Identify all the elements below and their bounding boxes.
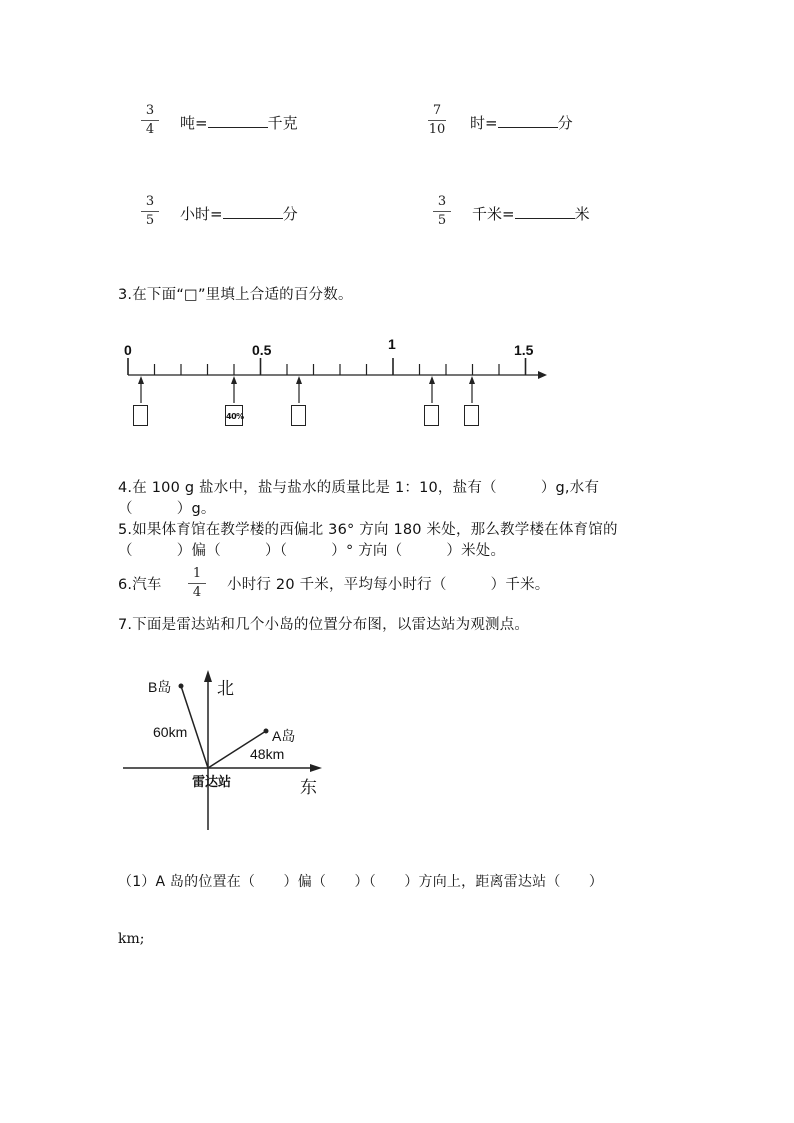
tick-label-1: 1 [388, 336, 396, 352]
percent-example-box: 40% [225, 405, 243, 426]
a-distance-label: 48km [250, 746, 285, 762]
conversion-km-to-m: 千米= 米 [472, 205, 590, 223]
east-arrowhead [310, 764, 322, 772]
a-island-dot [264, 729, 269, 734]
conversion-hours-to-min: 小时= 分 [180, 205, 298, 223]
tick-label-1.5: 1.5 [514, 342, 534, 358]
b-island-dot [179, 684, 184, 689]
fraction-3-5: 3 5 [431, 195, 453, 228]
question-3-prompt: 3.在下面“□”里填上合适的百分数。 [118, 287, 353, 303]
question-6-suffix: 小时行 20 千米，平均每小时行（ ）千米。 [227, 577, 550, 593]
question-5-line1: 5.如果体育馆在教学楼的西偏北 36° 方向 180 米处，那么教学楼在体育馆的 [118, 522, 618, 538]
question-7-sub1: （1）A 岛的位置在（ ）偏（ ）（ ）方向上，距离雷达站（ ） [118, 874, 604, 890]
question-6-prefix: 6.汽车 [118, 577, 162, 593]
tick-label-0.5: 0.5 [252, 342, 272, 358]
b-island-label: B岛 [148, 679, 172, 695]
question-7-prompt: 7.下面是雷达站和几个小岛的位置分布图，以雷达站为观测点。 [118, 617, 530, 633]
fraction-3-5: 3 5 [139, 195, 161, 228]
fraction-3-4: 3 4 [139, 104, 161, 137]
tick-label-0: 0 [124, 342, 132, 358]
question-7-sub1-unit: km; [118, 931, 145, 947]
radar-station-label: 雷达站 [192, 775, 232, 790]
conversion-hour-to-min: 时= 分 [470, 114, 573, 132]
a-island-label: A岛 [272, 728, 296, 744]
question-4-line1: 4.在 100 g 盐水中，盐与盐水的质量比是 1：10，盐有（ ）g,水有 [118, 480, 600, 496]
conversion-ton-to-kg: 吨= 千克 [180, 114, 298, 132]
b-distance-label: 60km [153, 724, 188, 740]
north-arrowhead [204, 670, 212, 682]
east-label: 东 [300, 778, 317, 798]
north-label: 北 [217, 679, 234, 699]
fraction-1-4: 1 4 [186, 567, 208, 600]
question-4-line2: （ ）g。 [118, 501, 216, 517]
fraction-7-10: 7 10 [428, 103, 446, 137]
question-5-line2: （ ）偏（ ）（ ）° 方向（ ）米处。 [118, 543, 506, 559]
